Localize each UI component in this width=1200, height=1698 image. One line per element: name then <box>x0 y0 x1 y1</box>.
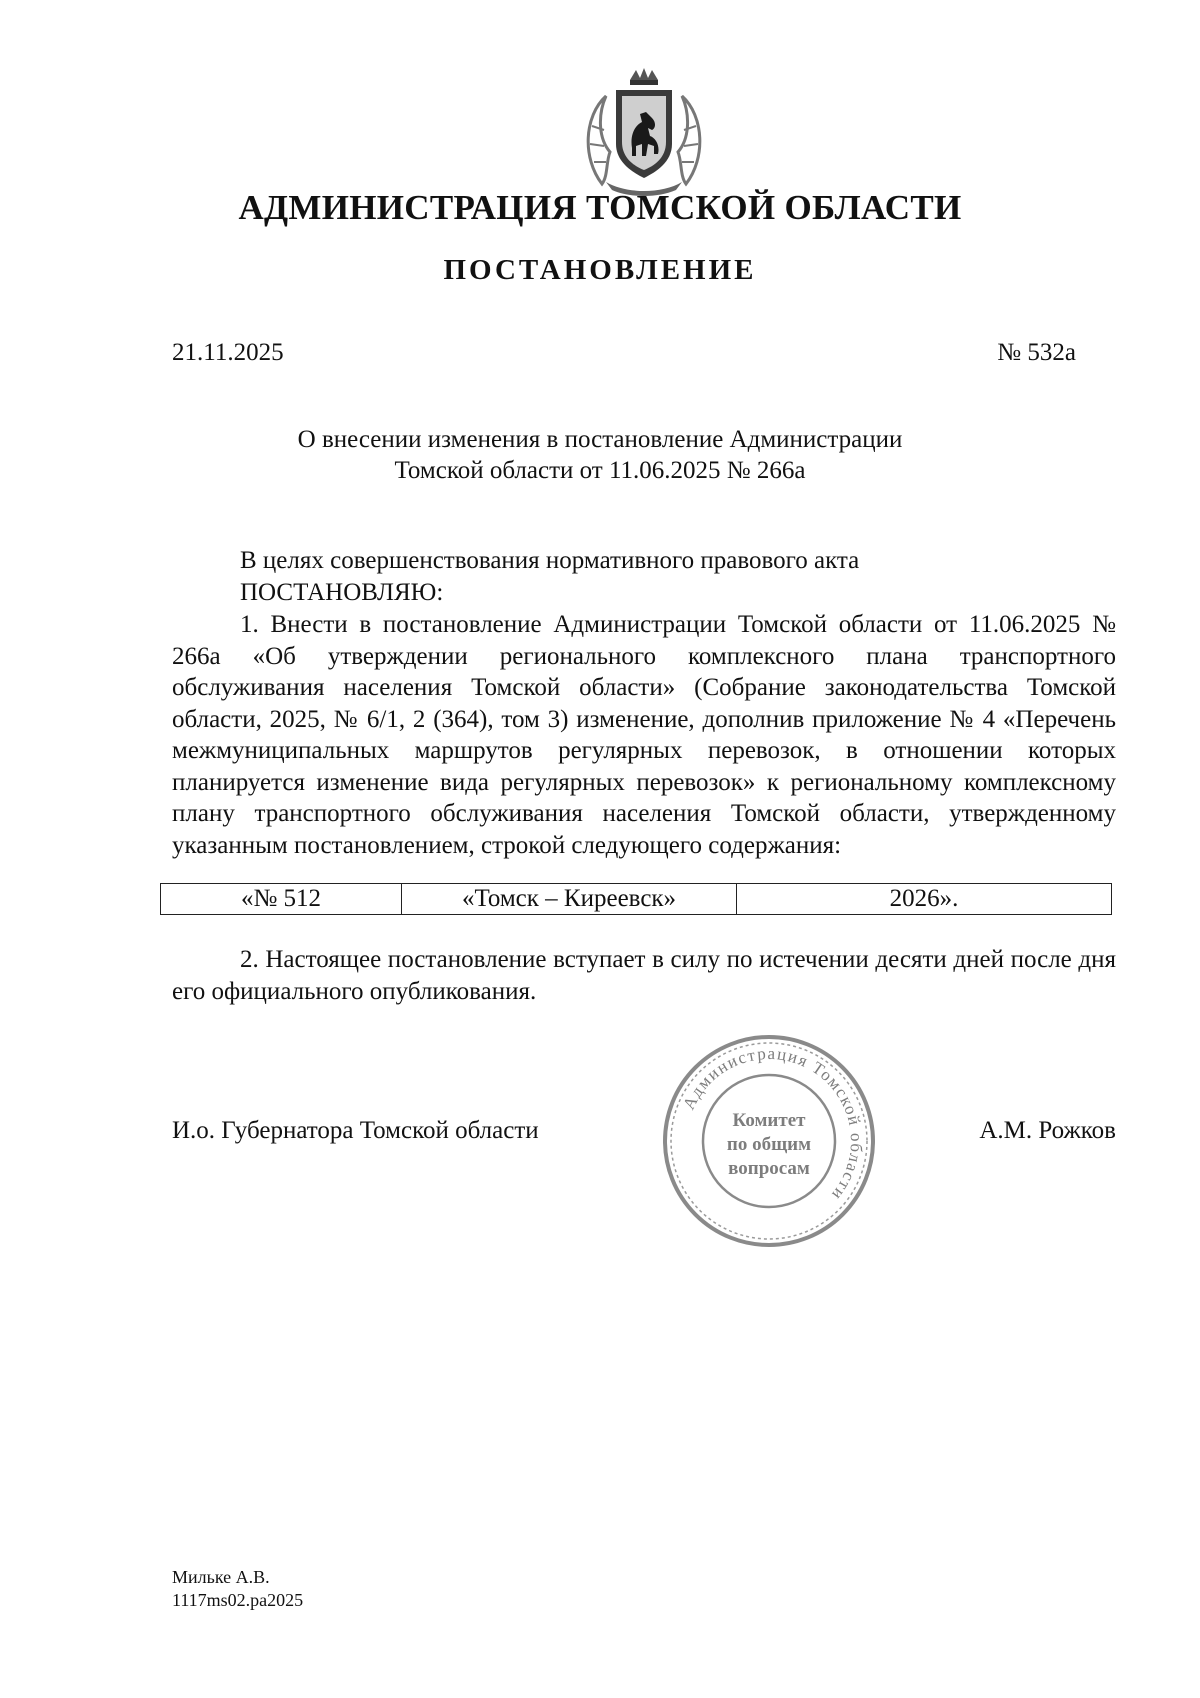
coat-of-arms-icon <box>576 66 712 200</box>
document-date: 21.11.2025 <box>172 339 284 366</box>
seal-ring-text: Администрация Томской области <box>679 1043 867 1205</box>
signer-position: И.о. Губернатора Томской области <box>172 1117 539 1144</box>
intro-paragraph: В целях совершенствования нормативного правового акта <box>240 547 860 574</box>
document-subject <box>200 424 1000 486</box>
subject-line-2: Томской области от 11.06.2025 № 266а <box>394 457 806 484</box>
document-number: № 532а <box>997 339 1076 366</box>
footer-info <box>172 1566 303 1612</box>
route-year-cell: 2026». <box>737 884 1112 915</box>
subject-line-1: О внесении изменения в постановление Администрации <box>297 426 903 453</box>
seal-center-line-2: по общим <box>726 1134 812 1155</box>
signer-name: А.М. Рожков <box>979 1117 1116 1144</box>
file-code: 1117ms02.pa2025 <box>172 1590 304 1610</box>
route-name-cell: «Томск – Киреевск» <box>402 884 737 915</box>
table-row <box>161 884 1112 915</box>
paragraph-item-2: 2. Настоящее постановление вступает в силу по истечении десяти дней после дня его официального опубликования. <box>172 946 1116 1005</box>
executor-name: Мильке А.В. <box>172 1567 270 1587</box>
seal-center-line-1: Комитет <box>732 1110 806 1131</box>
official-seal-stamp <box>658 1030 880 1252</box>
document-type: ПОСТАНОВЛЕНИЕ <box>443 254 757 286</box>
organization-title: АДМИНИСТРАЦИЯ ТОМСКОЙ ОБЛАСТИ <box>238 188 962 227</box>
route-number-cell: «№ 512 <box>161 884 402 915</box>
seal-center-line-3: вопросам <box>728 1158 810 1179</box>
paragraph-item-1: 1. Внести в постановление Администрации Томской области от 11.06.2025 № 266а «Об утверждении регионального комплексного плана транспортного обслуживания населения Томской области» (Собрание законодательства Томской области, 2025, № 6/1, 2 (364), том 3) изменение, дополнив приложение № 4 «Перечень межмуниципальных маршрутов регулярных перевозок, в отношении которых планируется изменение вида регулярных перевозок» к региональному комплексному плану транспортного обслуживания населения Томской области, утвержденному указанным постановлением, строкой следующего содержания: <box>172 611 1116 859</box>
decree-word: ПОСТАНОВЛЯЮ: <box>240 579 444 606</box>
route-table <box>160 883 1112 915</box>
